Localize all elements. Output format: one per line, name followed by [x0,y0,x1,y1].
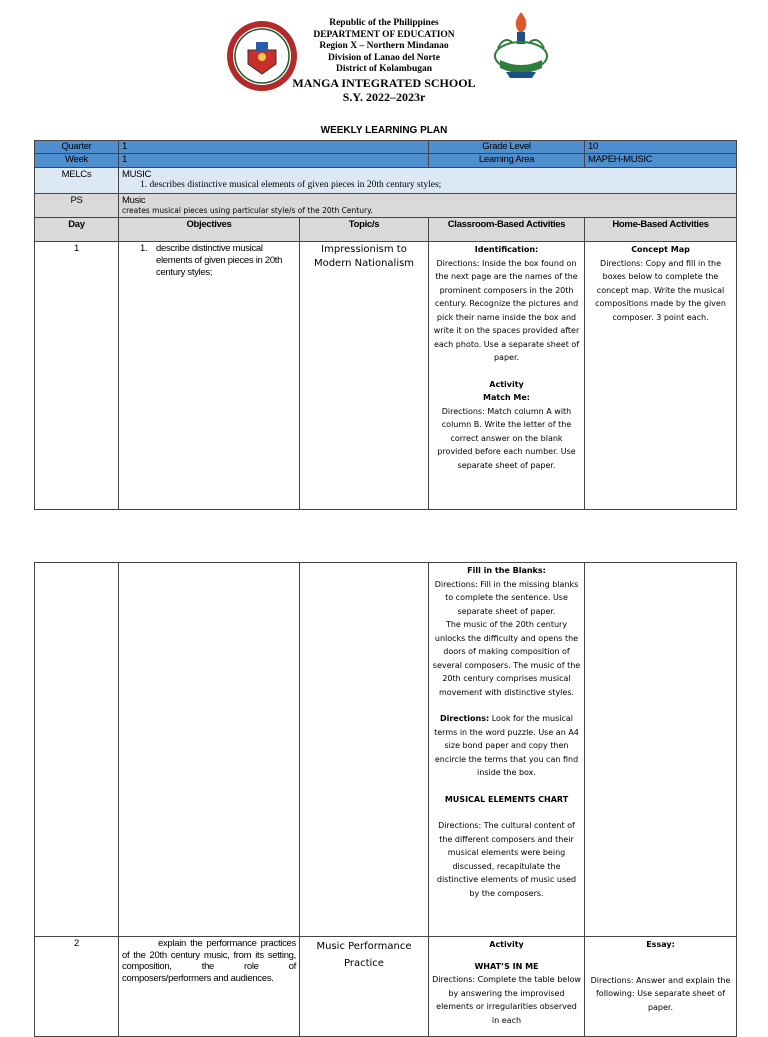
day-2-classroom [429,937,585,1037]
week-value: 1 [119,154,429,168]
cont-day-cell [35,563,119,937]
day-1-classroom [429,242,585,510]
day-1-number: 1 [35,242,119,510]
day-2-home [585,937,737,1037]
quarter-row [35,141,737,154]
quarter-label: Quarter [35,141,119,154]
col-header-topics: Topic/s [300,218,429,242]
ps-row [35,194,737,218]
day-2-number: 2 [35,937,119,1037]
word-puzzle-body: Look for the musical terms in the word puzzle. Use an A4 size bond paper and copy then encircle the terms that you can find inside the box. [434,714,579,777]
page-2 [0,540,768,1024]
melcs-content [119,168,737,194]
activity-label: Activity [489,379,524,389]
learning-area-label: Learning Area [429,154,585,168]
col-header-objectives: Objectives [119,218,300,242]
match-me-heading: Match Me: [483,393,531,402]
melcs-row [35,168,737,194]
day-1-row [35,242,737,510]
cont-objective-cell [119,563,300,937]
col-header-classroom: Classroom-Based Activities [429,218,585,242]
day-2-topic: Music Performance Practice [300,937,429,1037]
continued-row [35,563,737,937]
cont-home-cell [585,563,737,937]
whats-in-me-text: Directions: Complete the table below by answering the improvised elements or irregularities observed in each [432,975,581,1025]
day-2-objective: explain the performance practices of the 20th century music, from its setting, composition, the role of composers/performers and audiences. [119,937,300,1037]
division-logo-icon [488,8,554,94]
header-line-2: DEPARTMENT OF EDUCATION [313,29,455,40]
essay-heading: Essay: [646,940,675,949]
grade-level-label: Grade Level [429,141,585,154]
document-header [0,8,768,108]
fill-blanks-text: Directions: Fill in the missing blanks to complete the sentence. Use separate sheet of paper. [434,579,579,616]
cont-classroom-cell [429,563,585,937]
deped-seal-icon [226,20,298,92]
quarter-value: 1 [119,141,429,154]
word-puzzle-label: Directions: [439,714,490,723]
learning-plan-table [34,140,737,510]
week-row [35,154,737,168]
day-1-objective [119,242,300,510]
match-me-text: Directions: Match column A with column B. Write the letter of the correct answer on the blank provided before each number. Use separate sheet of paper. [437,406,576,470]
plan-title: WEEKLY LEARNING PLAN [320,125,448,136]
ps-content [119,194,737,218]
learning-plan-table-continued [34,562,737,1037]
header-line-4: Division of Lanao del Norte [328,52,440,63]
fill-blanks-heading: Fill in the Blanks: [467,566,546,575]
whats-in-me-heading: WHAT’S IN ME [474,961,539,971]
essay-text: Directions: Answer and explain the following: Use separate sheet of paper. [590,975,731,1012]
cont-topic-cell [300,563,429,937]
identification-text: Directions: Inside the box found on the next page are the names of the prominent composers in the 20th century. Recognize the pictures and pick their name inside the box and write it on the spaces provided after each photo. Use a separate sheet of paper. [433,258,580,362]
ps-subject: Music [122,195,146,206]
objective-text: describe distinctive musical elements of given pieces in 20th century styles; [156,243,283,278]
grade-level-value: 10 [585,141,737,154]
school-year: S.Y. 2022–2023r [342,89,426,104]
col-header-home: Home-Based Activities [585,218,737,242]
ps-standard: creates musical pieces using particular style/s of the 20th Century. [122,206,373,215]
melcs-subject: MUSIC [122,169,152,180]
melcs-competency: 1. describes distinctive musical elements of given pieces in 20th century styles; [140,180,442,190]
day-1-home [585,242,737,510]
musical-elements-chart-heading: MUSICAL ELEMENTS CHART [444,794,569,804]
col-header-day: Day [35,218,119,242]
ps-label: PS [35,194,119,218]
school-name: MANGA INTEGRATED SCHOOL [292,75,476,90]
word-puzzle-text [432,712,581,780]
concept-map-heading: Concept Map [631,245,690,254]
day-2-activity-label: Activity [489,940,524,949]
learning-area-value: MAPEH-MUSIC [585,154,737,168]
identification-heading: Identification: [474,245,539,254]
week-label: Week [35,154,119,168]
day-2-row [35,937,737,1037]
column-header-row [35,218,737,242]
musical-elements-chart-text: Directions: The cultural content of the different composers and their musical elements were being discussed, recapitulate the distinctive elements of music used by the composers. [436,821,577,898]
header-line-1: Republic of the Philippines [329,18,439,28]
header-line-3: Region X – Northern Mindanao [319,41,449,51]
fill-blanks-passage: The music of the 20th century unlocks the difficulty and opens the doors of making composition of several composers. The music of the 20th century comprises musical movement with distinctive styles. [432,620,581,697]
header-line-5: District of Kolambugan [335,64,433,74]
day-1-topic: Impressionism to Modern Nationalism [300,242,429,510]
header-text [290,18,478,104]
melcs-label: MELCs [35,168,119,194]
objective-number: 1. [140,243,148,254]
concept-map-text: Directions: Copy and fill in the boxes below to complete the concept map. Write the musical compositions made by the given composer. 3 point each. [595,258,726,322]
